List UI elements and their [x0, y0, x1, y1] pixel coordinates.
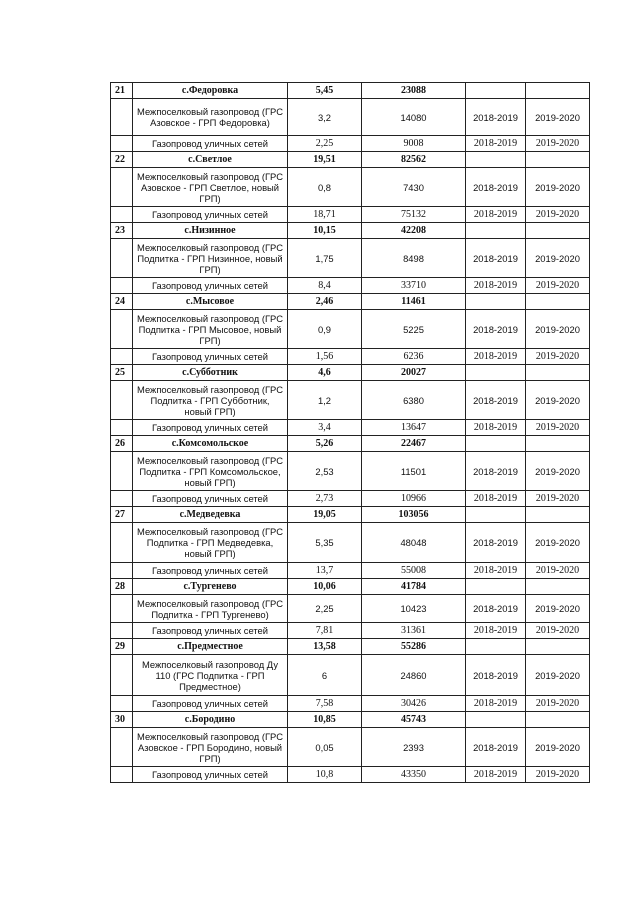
- settlement-row: [111, 436, 590, 452]
- construction-period: 2019-2020: [526, 595, 590, 623]
- design-period: 2018-2019: [466, 563, 526, 579]
- settlement-cost: 11461: [362, 294, 466, 310]
- design-period: 2018-2019: [466, 523, 526, 563]
- construction-period: 2019-2020: [526, 136, 590, 152]
- row-number: 24: [111, 294, 133, 310]
- intersettlement-pipeline-row: [111, 452, 590, 491]
- settlement-length: 19,05: [288, 507, 362, 523]
- pipeline-name: Газопровод уличных сетей: [133, 207, 288, 223]
- pipeline-name: Межпоселковый газопровод (ГРС Подпитка - ГРП Мысовое, новый ГРП): [133, 310, 288, 349]
- empty-cell: [111, 381, 133, 420]
- construction-period: 2019-2020: [526, 623, 590, 639]
- construction-period: 2019-2020: [526, 310, 590, 349]
- pipeline-length: 1,56: [288, 349, 362, 365]
- street-network-row: [111, 491, 590, 507]
- design-period: 2018-2019: [466, 420, 526, 436]
- intersettlement-pipeline-row: [111, 99, 590, 136]
- pipeline-cost: 10423: [362, 595, 466, 623]
- pipeline-length: 8,4: [288, 278, 362, 294]
- empty-cell: [466, 436, 526, 452]
- settlement-name: с.Мысовое: [133, 294, 288, 310]
- empty-cell: [111, 623, 133, 639]
- empty-cell: [111, 168, 133, 207]
- design-period: 2018-2019: [466, 623, 526, 639]
- pipeline-cost: 55008: [362, 563, 466, 579]
- pipeline-length: 3,4: [288, 420, 362, 436]
- pipeline-name: Газопровод уличных сетей: [133, 696, 288, 712]
- pipeline-name: Межпоселковый газопровод (ГРС Азовское - ГРП Бородино, новый ГРП): [133, 728, 288, 767]
- empty-cell: [466, 507, 526, 523]
- construction-period: 2019-2020: [526, 420, 590, 436]
- settlement-name: с.Светлое: [133, 152, 288, 168]
- row-number: 23: [111, 223, 133, 239]
- settlement-cost: 22467: [362, 436, 466, 452]
- settlement-cost: 82562: [362, 152, 466, 168]
- pipeline-length: 0,05: [288, 728, 362, 767]
- settlement-length: 19,51: [288, 152, 362, 168]
- empty-cell: [111, 728, 133, 767]
- pipeline-name: Газопровод уличных сетей: [133, 563, 288, 579]
- settlement-row: [111, 294, 590, 310]
- empty-cell: [526, 365, 590, 381]
- design-period: 2018-2019: [466, 767, 526, 783]
- pipeline-cost: 6380: [362, 381, 466, 420]
- design-period: 2018-2019: [466, 491, 526, 507]
- street-network-row: [111, 207, 590, 223]
- empty-cell: [111, 136, 133, 152]
- row-number: 25: [111, 365, 133, 381]
- construction-period: 2019-2020: [526, 655, 590, 696]
- settlement-cost: 23088: [362, 83, 466, 99]
- settlement-length: 5,45: [288, 83, 362, 99]
- pipeline-name: Межпоселковый газопровод (ГРС Подпитка - ГРП Комсомольское, новый ГРП): [133, 452, 288, 491]
- street-network-row: [111, 349, 590, 365]
- pipeline-length: 0,9: [288, 310, 362, 349]
- intersettlement-pipeline-row: [111, 655, 590, 696]
- construction-period: 2019-2020: [526, 696, 590, 712]
- pipeline-name: Межпоселковый газопровод (ГРС Подпитка - ГРП Субботник, новый ГРП): [133, 381, 288, 420]
- design-period: 2018-2019: [466, 278, 526, 294]
- settlement-row: [111, 152, 590, 168]
- intersettlement-pipeline-row: [111, 523, 590, 563]
- empty-cell: [526, 507, 590, 523]
- design-period: 2018-2019: [466, 168, 526, 207]
- street-network-row: [111, 696, 590, 712]
- pipeline-name: Межпоселковый газопровод (ГРС Азовское - ГРП Федоровка): [133, 99, 288, 136]
- settlement-name: с.Субботник: [133, 365, 288, 381]
- settlement-length: 13,58: [288, 639, 362, 655]
- construction-period: 2019-2020: [526, 452, 590, 491]
- settlement-name: с.Бородино: [133, 712, 288, 728]
- pipeline-cost: 9008: [362, 136, 466, 152]
- settlement-cost: 42208: [362, 223, 466, 239]
- settlement-name: с.Низинное: [133, 223, 288, 239]
- settlement-cost: 41784: [362, 579, 466, 595]
- empty-cell: [111, 420, 133, 436]
- construction-period: 2019-2020: [526, 207, 590, 223]
- pipeline-length: 2,73: [288, 491, 362, 507]
- construction-period: 2019-2020: [526, 491, 590, 507]
- settlement-length: 10,85: [288, 712, 362, 728]
- empty-cell: [111, 349, 133, 365]
- design-period: 2018-2019: [466, 696, 526, 712]
- pipeline-cost: 33710: [362, 278, 466, 294]
- empty-cell: [111, 310, 133, 349]
- pipeline-name: Межпоселковый газопровод (ГРС Азовское - ГРП Светлое, новый ГРП): [133, 168, 288, 207]
- empty-cell: [466, 639, 526, 655]
- pipeline-length: 7,58: [288, 696, 362, 712]
- settlement-name: с.Тургенево: [133, 579, 288, 595]
- empty-cell: [111, 239, 133, 278]
- pipeline-cost: 30426: [362, 696, 466, 712]
- pipeline-cost: 7430: [362, 168, 466, 207]
- pipeline-length: 6: [288, 655, 362, 696]
- pipeline-cost: 48048: [362, 523, 466, 563]
- design-period: 2018-2019: [466, 349, 526, 365]
- construction-period: 2019-2020: [526, 278, 590, 294]
- design-period: 2018-2019: [466, 310, 526, 349]
- settlement-cost: 45743: [362, 712, 466, 728]
- settlement-name: с.Федоровка: [133, 83, 288, 99]
- row-number: 22: [111, 152, 133, 168]
- pipeline-cost: 8498: [362, 239, 466, 278]
- pipeline-length: 2,25: [288, 136, 362, 152]
- construction-period: 2019-2020: [526, 349, 590, 365]
- construction-period: 2019-2020: [526, 563, 590, 579]
- intersettlement-pipeline-row: [111, 595, 590, 623]
- empty-cell: [111, 452, 133, 491]
- construction-period: 2019-2020: [526, 381, 590, 420]
- pipeline-cost: 10966: [362, 491, 466, 507]
- settlement-row: [111, 365, 590, 381]
- empty-cell: [526, 223, 590, 239]
- pipeline-cost: 5225: [362, 310, 466, 349]
- settlement-row: [111, 579, 590, 595]
- settlement-row: [111, 712, 590, 728]
- pipeline-name: Газопровод уличных сетей: [133, 491, 288, 507]
- settlement-name: с.Комсомольское: [133, 436, 288, 452]
- pipeline-name: Межпоселковый газопровод (ГРС Подпитка - ГРП Тургенево): [133, 595, 288, 623]
- empty-cell: [111, 207, 133, 223]
- pipeline-cost: 13647: [362, 420, 466, 436]
- settlement-row: [111, 223, 590, 239]
- pipeline-length: 13,7: [288, 563, 362, 579]
- row-number: 29: [111, 639, 133, 655]
- pipeline-name: Газопровод уличных сетей: [133, 767, 288, 783]
- construction-period: 2019-2020: [526, 728, 590, 767]
- settlement-row: [111, 507, 590, 523]
- pipeline-length: 7,81: [288, 623, 362, 639]
- pipeline-length: 18,71: [288, 207, 362, 223]
- empty-cell: [526, 639, 590, 655]
- pipeline-length: 5,35: [288, 523, 362, 563]
- pipeline-cost: 2393: [362, 728, 466, 767]
- empty-cell: [466, 712, 526, 728]
- design-period: 2018-2019: [466, 99, 526, 136]
- pipeline-cost: 31361: [362, 623, 466, 639]
- construction-period: 2019-2020: [526, 168, 590, 207]
- settlement-row: [111, 639, 590, 655]
- pipeline-name: Межпоселковый газопровод (ГРС Подпитка - ГРП Медведевка, новый ГРП): [133, 523, 288, 563]
- intersettlement-pipeline-row: [111, 168, 590, 207]
- row-number: 30: [111, 712, 133, 728]
- design-period: 2018-2019: [466, 595, 526, 623]
- empty-cell: [526, 152, 590, 168]
- construction-period: 2019-2020: [526, 239, 590, 278]
- pipeline-length: 10,8: [288, 767, 362, 783]
- design-period: 2018-2019: [466, 452, 526, 491]
- empty-cell: [526, 436, 590, 452]
- pipeline-length: 3,2: [288, 99, 362, 136]
- design-period: 2018-2019: [466, 239, 526, 278]
- street-network-row: [111, 563, 590, 579]
- intersettlement-pipeline-row: [111, 381, 590, 420]
- settlement-cost: 55286: [362, 639, 466, 655]
- pipeline-length: 2,53: [288, 452, 362, 491]
- empty-cell: [111, 696, 133, 712]
- row-number: 21: [111, 83, 133, 99]
- pipeline-cost: 24860: [362, 655, 466, 696]
- empty-cell: [526, 294, 590, 310]
- intersettlement-pipeline-row: [111, 310, 590, 349]
- settlement-cost: 20027: [362, 365, 466, 381]
- settlement-name: с.Медведевка: [133, 507, 288, 523]
- pipeline-name: Газопровод уличных сетей: [133, 136, 288, 152]
- empty-cell: [111, 767, 133, 783]
- empty-cell: [466, 83, 526, 99]
- empty-cell: [526, 712, 590, 728]
- street-network-row: [111, 278, 590, 294]
- empty-cell: [111, 523, 133, 563]
- pipeline-name: Газопровод уличных сетей: [133, 623, 288, 639]
- construction-period: 2019-2020: [526, 99, 590, 136]
- pipeline-cost: 14080: [362, 99, 466, 136]
- empty-cell: [466, 365, 526, 381]
- pipeline-length: 1,75: [288, 239, 362, 278]
- settlement-length: 10,15: [288, 223, 362, 239]
- design-period: 2018-2019: [466, 728, 526, 767]
- pipeline-cost: 43350: [362, 767, 466, 783]
- empty-cell: [466, 294, 526, 310]
- design-period: 2018-2019: [466, 381, 526, 420]
- empty-cell: [526, 83, 590, 99]
- intersettlement-pipeline-row: [111, 239, 590, 278]
- empty-cell: [466, 152, 526, 168]
- empty-cell: [111, 99, 133, 136]
- street-network-row: [111, 623, 590, 639]
- design-period: 2018-2019: [466, 207, 526, 223]
- pipeline-name: Газопровод уличных сетей: [133, 420, 288, 436]
- construction-period: 2019-2020: [526, 523, 590, 563]
- pipeline-cost: 6236: [362, 349, 466, 365]
- row-number: 27: [111, 507, 133, 523]
- empty-cell: [466, 579, 526, 595]
- settlement-length: 10,06: [288, 579, 362, 595]
- street-network-row: [111, 767, 590, 783]
- settlement-row: [111, 83, 590, 99]
- settlement-cost: 103056: [362, 507, 466, 523]
- empty-cell: [111, 563, 133, 579]
- pipeline-cost: 75132: [362, 207, 466, 223]
- pipeline-name: Газопровод уличных сетей: [133, 278, 288, 294]
- settlement-name: с.Предместное: [133, 639, 288, 655]
- construction-period: 2019-2020: [526, 767, 590, 783]
- empty-cell: [526, 579, 590, 595]
- empty-cell: [466, 223, 526, 239]
- intersettlement-pipeline-row: [111, 728, 590, 767]
- pipeline-length: 0,8: [288, 168, 362, 207]
- pipeline-name: Межпоселковый газопровод Ду 110 (ГРС Подпитка - ГРП Предместное): [133, 655, 288, 696]
- empty-cell: [111, 278, 133, 294]
- pipeline-cost: 11501: [362, 452, 466, 491]
- street-network-row: [111, 136, 590, 152]
- gas-pipeline-table: [110, 82, 590, 783]
- row-number: 26: [111, 436, 133, 452]
- settlement-length: 2,46: [288, 294, 362, 310]
- pipeline-name: Межпоселковый газопровод (ГРС Подпитка - ГРП Низинное, новый ГРП): [133, 239, 288, 278]
- row-number: 28: [111, 579, 133, 595]
- settlement-length: 4,6: [288, 365, 362, 381]
- street-network-row: [111, 420, 590, 436]
- design-period: 2018-2019: [466, 655, 526, 696]
- design-period: 2018-2019: [466, 136, 526, 152]
- pipeline-name: Газопровод уличных сетей: [133, 349, 288, 365]
- empty-cell: [111, 595, 133, 623]
- empty-cell: [111, 655, 133, 696]
- pipeline-length: 1,2: [288, 381, 362, 420]
- settlement-length: 5,26: [288, 436, 362, 452]
- empty-cell: [111, 491, 133, 507]
- pipeline-length: 2,25: [288, 595, 362, 623]
